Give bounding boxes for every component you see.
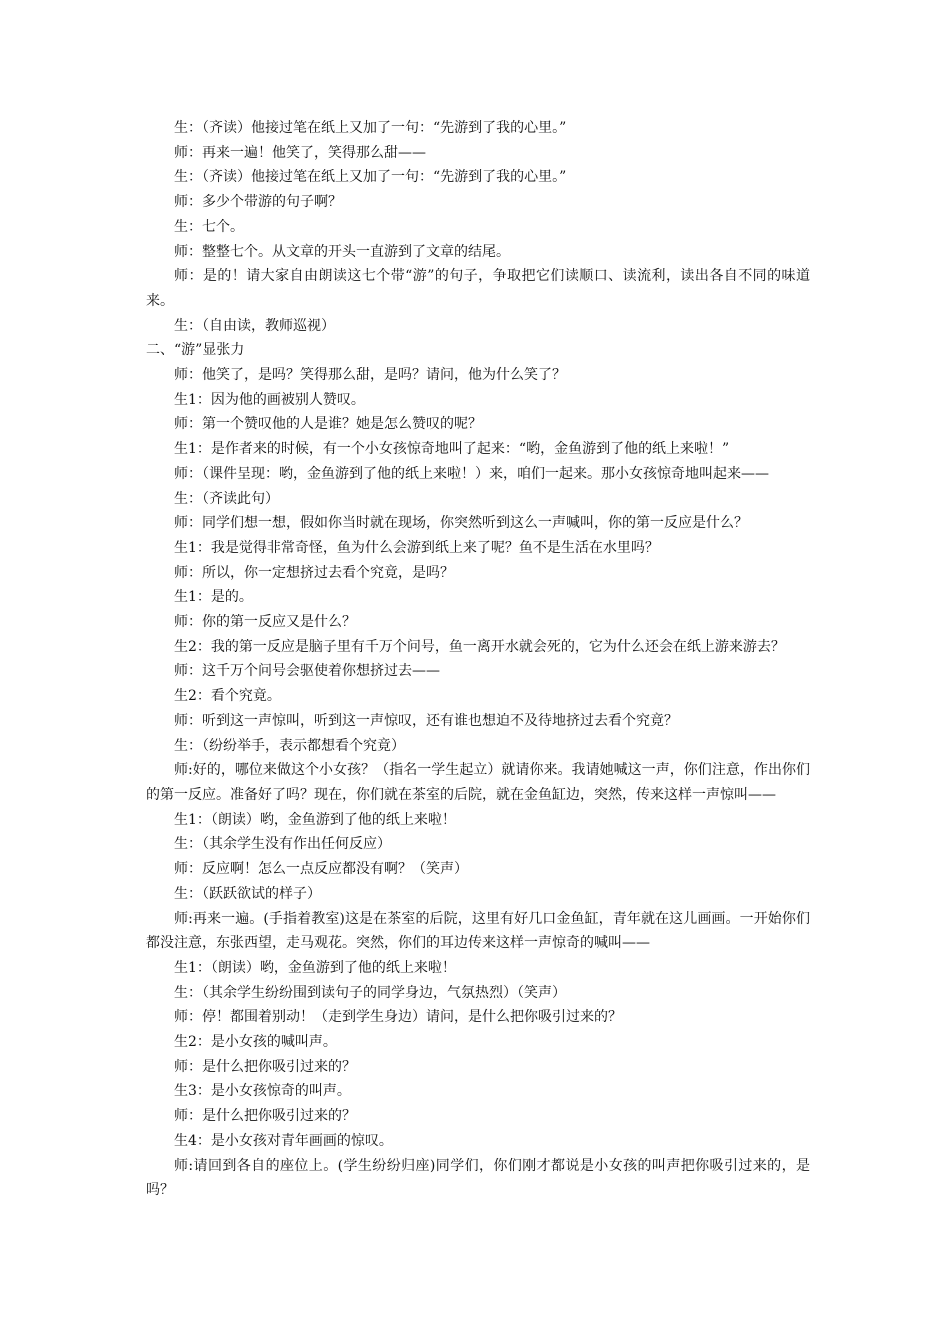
dialogue-paragraph: 生：（自由读，教师巡视） [174, 317, 335, 334]
dialogue-paragraph: 师：听到这一声惊叫，听到这一声惊叹，还有谁也想迫不及待地挤过去看个究竟？ [174, 712, 678, 729]
dialogue-paragraph: 师：是的！请大家自由朗读这七个带“游”的句子，争取把它们读顺口、读流利，读出各自不同的味道来。 [146, 268, 810, 309]
dialogue-paragraph: 师：再来一遍！他笑了，笑得那么甜—— [174, 144, 426, 161]
dialogue-paragraph: 师:再来一遍。(手指着教室)这是在茶室的后院，这里有好几口金鱼缸，青年就在这儿画画。一开始你们都没注意，东张西望，走马观花。突然，你们的耳边传来这样一声惊奇的喊叫—— [146, 910, 810, 952]
dialogue-paragraph: 生1：是的。 [174, 589, 253, 606]
dialogue-paragraph: 师：同学们想一想，假如你当时就在现场，你突然听到这么一声喊叫，你的第一反应是什么？ [174, 515, 748, 532]
dialogue-paragraph: 师：是什么把你吸引过来的？ [174, 1108, 356, 1125]
dialogue-paragraph: 生：（齐读此句） [174, 490, 279, 507]
dialogue-paragraph: 生2：我的第一反应是脑子里有千万个问号，鱼一离开水就会死的，它为什么还会在纸上游来游去？ [174, 638, 785, 655]
dialogue-paragraph: 生：七个。 [174, 218, 244, 235]
dialogue-paragraph: 生1：我是觉得非常奇怪，鱼为什么会游到纸上来了呢？鱼不是生活在水里吗？ [174, 539, 659, 556]
dialogue-paragraph: 师：第一个赞叹他的人是谁？她是怎么赞叹的呢？ [174, 416, 482, 433]
dialogue-paragraph: 生：（其余学生没有作出任何反应） [174, 836, 391, 853]
dialogue-paragraph: 生：（齐读）他接过笔在纸上又加了一句：“先游到了我的心里。” [174, 169, 567, 186]
dialogue-paragraph: 师：你的第一反应又是什么？ [174, 614, 356, 631]
dialogue-paragraph: 师：所以，你一定想挤过去看个究竟，是吗？ [174, 564, 454, 581]
dialogue-paragraph: 师：多少个带游的句子啊？ [174, 194, 342, 211]
dialogue-paragraph: 生4：是小女孩对青年画画的惊叹。 [174, 1132, 393, 1149]
section-heading: 二、“游”显张力 [146, 342, 245, 359]
dialogue-paragraph: 生1：因为他的画被别人赞叹。 [174, 391, 365, 408]
dialogue-paragraph: 师：停！都围着别动！（走到学生身边）请问，是什么把你吸引过来的？ [174, 1009, 622, 1026]
dialogue-paragraph: 生：（纷纷举手，表示都想看个究竟） [174, 737, 405, 754]
dialogue-paragraph: 生1：是作者来的时候，有一个小女孩惊奇地叫了起来：“哟，金鱼游到了他的纸上来啦！” [174, 441, 730, 458]
dialogue-paragraph: 师：反应啊！怎么一点反应都没有啊？（笑声） [174, 861, 468, 878]
dialogue-paragraph: 师：整整七个。从文章的开头一直游到了文章的结尾。 [174, 243, 510, 260]
dialogue-paragraph: 生：（跃跃欲试的样子） [174, 885, 321, 902]
dialogue-paragraph: 生3：是小女孩惊奇的叫声。 [174, 1083, 351, 1100]
dialogue-paragraph: 生：（其余学生纷纷围到读句子的同学身边，气氛热烈）（笑声） [174, 984, 566, 1001]
dialogue-paragraph: 生：（齐读）他接过笔在纸上又加了一句：“先游到了我的心里。” [174, 120, 567, 136]
dialogue-paragraph: 生1：（朗读）哟，金鱼游到了他的纸上来啦！ [174, 959, 456, 976]
dialogue-paragraph: 师：这千万个问号会驱使着你想挤过去—— [174, 663, 440, 680]
dialogue-paragraph: 师:好的，哪位来做这个小女孩？（指名一学生起立）就请你来。我请她喊这一声，你们注意，作出你们的第一反应。准备好了吗？现在，你们就在茶室的后院，就在金鱼缸边，突然，传来这样一声惊叫—— [146, 762, 810, 803]
dialogue-paragraph: 生2：是小女孩的喊叫声。 [174, 1034, 337, 1051]
dialogue-paragraph: 师:请回到各自的座位上。(学生纷纷归座)同学们，你们刚才都说是小女孩的叫声把你吸引过来的，是吗？ [146, 1157, 810, 1199]
dialogue-paragraph: 师：是什么把你吸引过来的？ [174, 1058, 356, 1075]
dialogue-paragraph: 师：他笑了，是吗？笑得那么甜，是吗？请问，他为什么笑了？ [174, 367, 566, 384]
dialogue-paragraph: 师：（课件呈现：哟，金鱼游到了他的纸上来啦！）来，咱们一起来。那小女孩惊奇地叫起来—— [174, 465, 769, 482]
dialogue-paragraph: 生2：看个究竟。 [174, 688, 281, 705]
dialogue-paragraph: 生1：（朗读）哟，金鱼游到了他的纸上来啦！ [174, 811, 456, 828]
